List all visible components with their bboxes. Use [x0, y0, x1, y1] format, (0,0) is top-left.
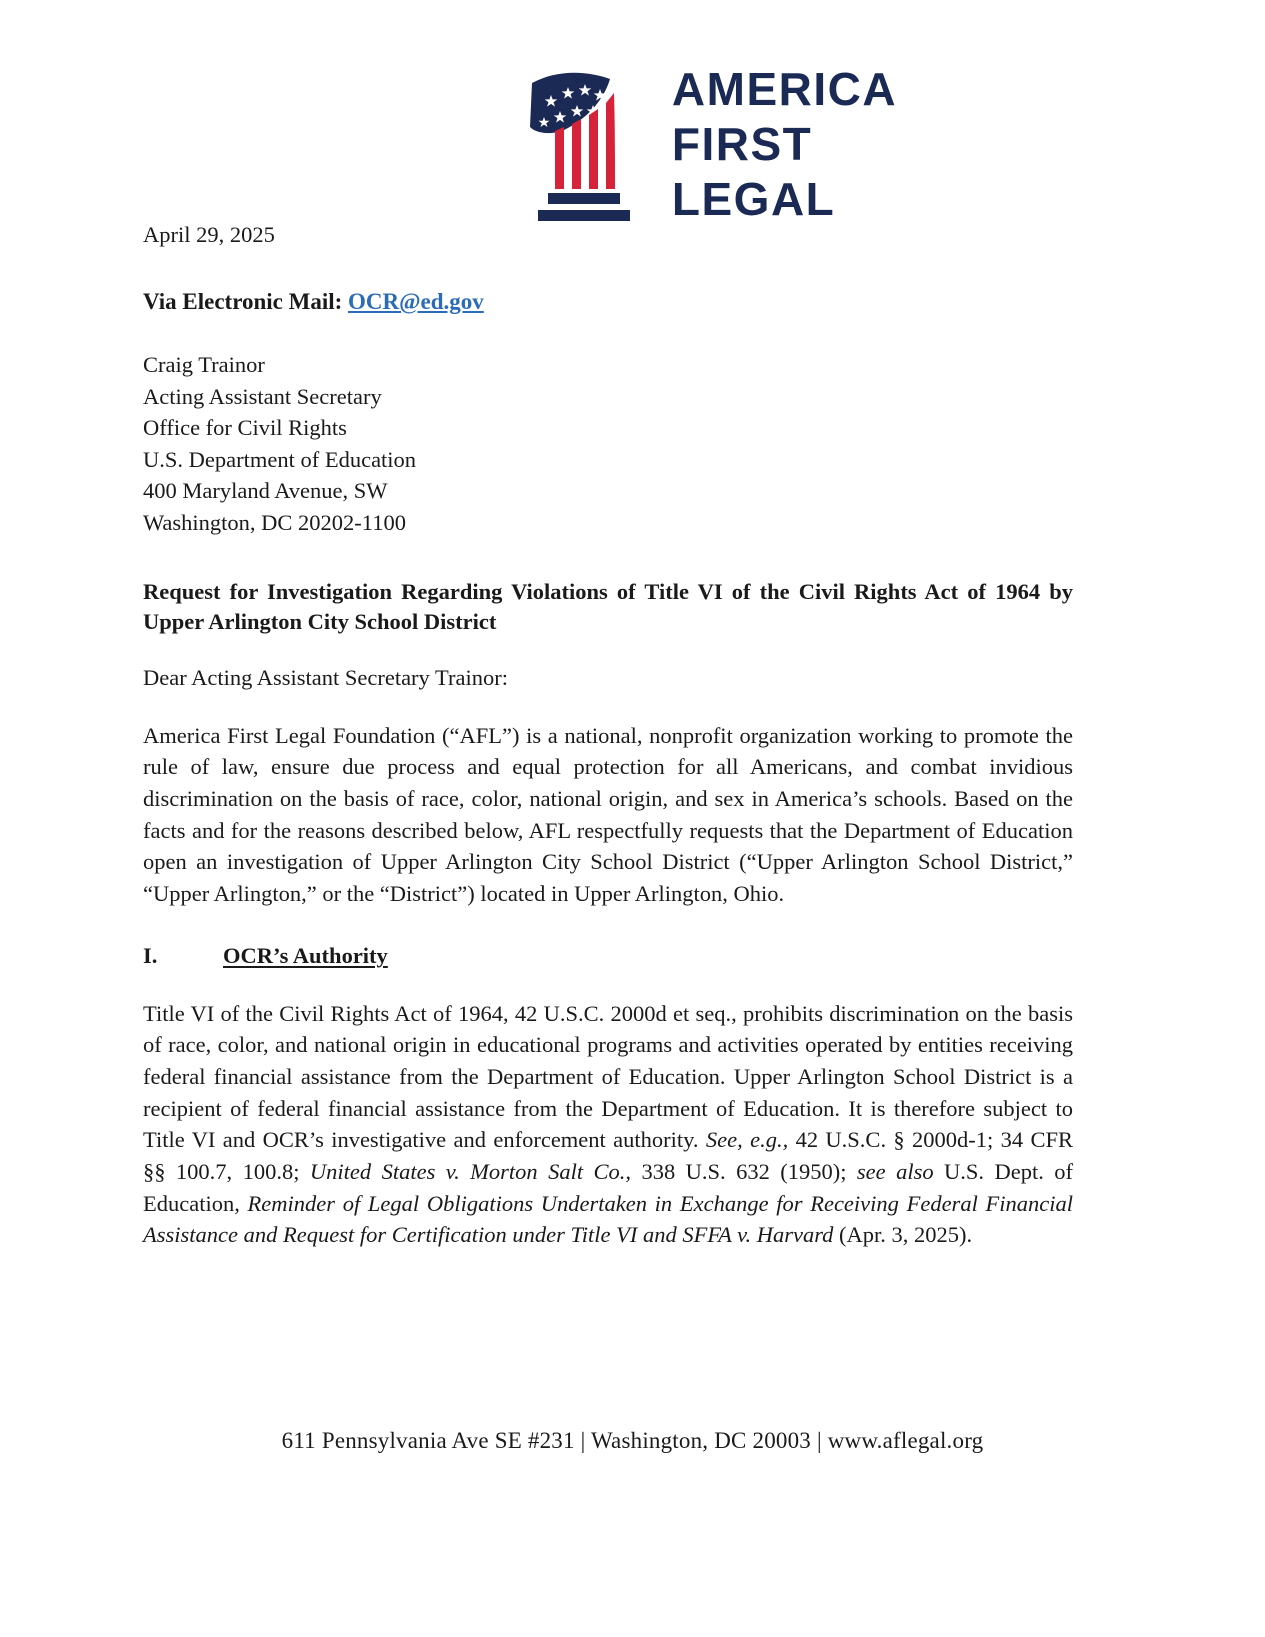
- ocr-email-link[interactable]: OCR@ed.gov: [348, 289, 484, 314]
- recipient-line: Office for Civil Rights: [143, 415, 347, 441]
- delivery-method-line: [143, 286, 1073, 317]
- section-one-paragraph: [143, 998, 1073, 1251]
- section-number: I.: [143, 943, 158, 969]
- paragraph-text: U.S. Dept. of Education,: [143, 1158, 1073, 1216]
- citation-case-name: United States v. Morton Salt Co.,: [309, 1158, 632, 1184]
- logo-word-line-2: FIRST: [671, 118, 813, 171]
- citation-signal-see-also: see also: [856, 1158, 934, 1184]
- recipient-line: Washington, DC 20202-1100: [143, 510, 406, 536]
- citation-document-title: Reminder of Legal Obligations Undertaken in Exchange for Receiving Federal Financial Assistance and Request for Certification under Title VI and SFFA v. Harvard: [143, 1190, 1073, 1248]
- paragraph-text: Title VI of the Civil Rights Act of 1964, 42 U.S.C. 2000d et seq., prohibits discrimination on the basis of race, color, and national origin in educational programs and activities operated by entities receiving federal financial assistance from the Department of Education. Upper Arlington School District is a recipient of federal financial assistance from the Department of Education. It is therefore subject to Title VI and OCR’s investigative and enforcement authority.: [143, 1000, 1073, 1153]
- paragraph-text: 42 U.S.C. § 2000d-1; 34 CFR §§ 100.7, 100.8;: [143, 1127, 1073, 1184]
- recipient-address-block: [143, 349, 1073, 539]
- logo-word-line-1: AMERICA: [671, 63, 898, 115]
- recipient-line: U.S. Department of Education: [143, 446, 417, 472]
- recipient-line: Craig Trainor: [143, 352, 265, 378]
- letter-date: April 29, 2025: [143, 222, 275, 247]
- intro-paragraph: America First Legal Foundation (“AFL”) is a national, nonprofit organization working to promote the rule of law, ensure due process and equal protection for all Americans, and combat invidious discrimination on the basis of race, color, national origin, and sex in America’s schools. Based on the facts and for the reasons described below, AFL respectfully requests that the Department of Education open an investigation of Upper Arlington City School District (“Upper Arlington School District,” “Upper Arlington,” or the “District”) located in Upper Arlington, Ohio.: [143, 722, 1073, 906]
- salutation: Dear Acting Assistant Secretary Trainor:: [143, 665, 508, 691]
- section-title: OCR’s Authority: [223, 943, 388, 969]
- delivery-method-label: Via Electronic Mail:: [143, 289, 349, 314]
- section-heading-one: [143, 941, 1073, 971]
- paragraph-text: (Apr. 3, 2025).: [833, 1222, 973, 1248]
- citation-signal-see-eg: See, e.g.,: [705, 1127, 789, 1153]
- subject-heading: Request for Investigation Regarding Violations of Title VI of the Civil Rights Act of 1964 by Upper Arlington City School District: [143, 578, 1073, 635]
- page-footer: 611 Pennsylvania Ave SE #231 | Washington, DC 20003 | www.aflegal.org: [281, 1428, 984, 1453]
- recipient-line: 400 Maryland Avenue, SW: [143, 478, 388, 504]
- logo-word-line-3: LEGAL: [671, 173, 836, 226]
- recipient-line: Acting Assistant Secretary: [143, 383, 382, 409]
- letter-body: [143, 0, 1073, 1251]
- paragraph-text: 338 U.S. 632 (1950);: [631, 1158, 857, 1184]
